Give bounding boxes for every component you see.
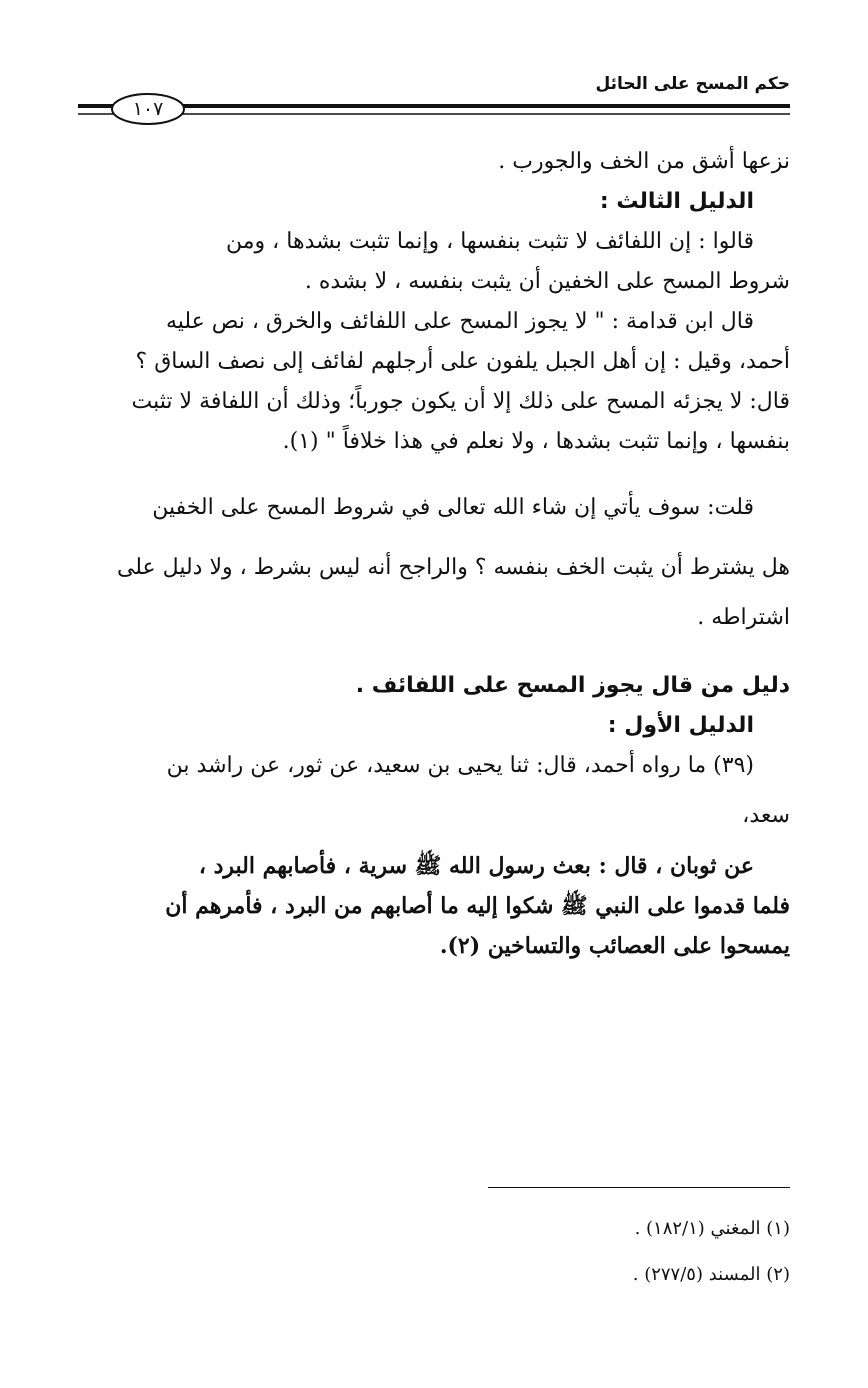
text-line: قال ابن قدامة : " لا يجوز المسح على اللفائف والخرق ، نص عليه	[165, 309, 754, 334]
hadith-chain-line: (٣٩) ما رواه أحمد، قال: ثنا يحيى بن سعيد، عن ثور، عن راشد بن	[166, 753, 754, 778]
footnotes	[390, 1206, 790, 1298]
section-heading: الدليل الثالث :	[599, 189, 754, 214]
text-line: أحمد، وقيل : إن أهل الجبل يلفون على أرجلهم لفائف إلى نصف الساق ؟	[135, 349, 790, 374]
text-line: قلت: سوف يأتي إن شاء الله تعالى في شروط المسح على الخفين	[152, 495, 754, 520]
text-line: نزعها أشق من الخف والجورب .	[498, 149, 790, 174]
text-line: هل يشترط أن يثبت الخف بنفسه ؟ والراجح أنه ليس بشرط ، ولا دليل على	[116, 555, 790, 580]
footnote-2: (٢) المسند (٢٧٧/٥) .	[632, 1264, 790, 1285]
main-text	[78, 142, 790, 966]
text-line: اشتراطه .	[697, 605, 790, 630]
hadith-text-line: عن ثوبان ، قال : بعث رسول الله ﷺ سرية ، فأصابهم البرد ،	[198, 853, 754, 879]
footnote-1: (١) المغني (١٨٢/١) .	[634, 1218, 790, 1239]
text-line: قالوا : إن اللفائف لا تثبت بنفسها ، وإنما تثبت بشدها ، ومن	[226, 229, 754, 254]
section-heading: الدليل الأول :	[607, 713, 754, 738]
section-heading: دليل من قال يجوز المسح على اللفائف .	[355, 673, 790, 698]
footnote-rule	[488, 1187, 790, 1188]
text-line: قال: لا يجزئه المسح على ذلك إلا أن يكون جورباً؛ وذلك أن اللفافة لا تثبت	[131, 389, 790, 414]
page-number: ١٠٧	[132, 98, 164, 120]
running-title: حكم المسح على الحائل	[595, 74, 790, 94]
hadith-chain-line: سعد،	[742, 803, 790, 828]
text-line: شروط المسح على الخفين أن يثبت بنفسه ، لا بشده .	[304, 269, 790, 294]
hadith-text-line: فلما قدموا على النبي ﷺ شكوا إليه ما أصابهم من البرد ، فأمرهم أن	[165, 893, 790, 919]
header-rule	[78, 93, 790, 127]
hadith-text-line: يمسحوا على العصائب والتساخين (٢).	[439, 933, 790, 959]
text-line: بنفسها ، وإنما تثبت بشدها ، ولا نعلم في هذا خلافاً " (١).	[282, 429, 790, 454]
